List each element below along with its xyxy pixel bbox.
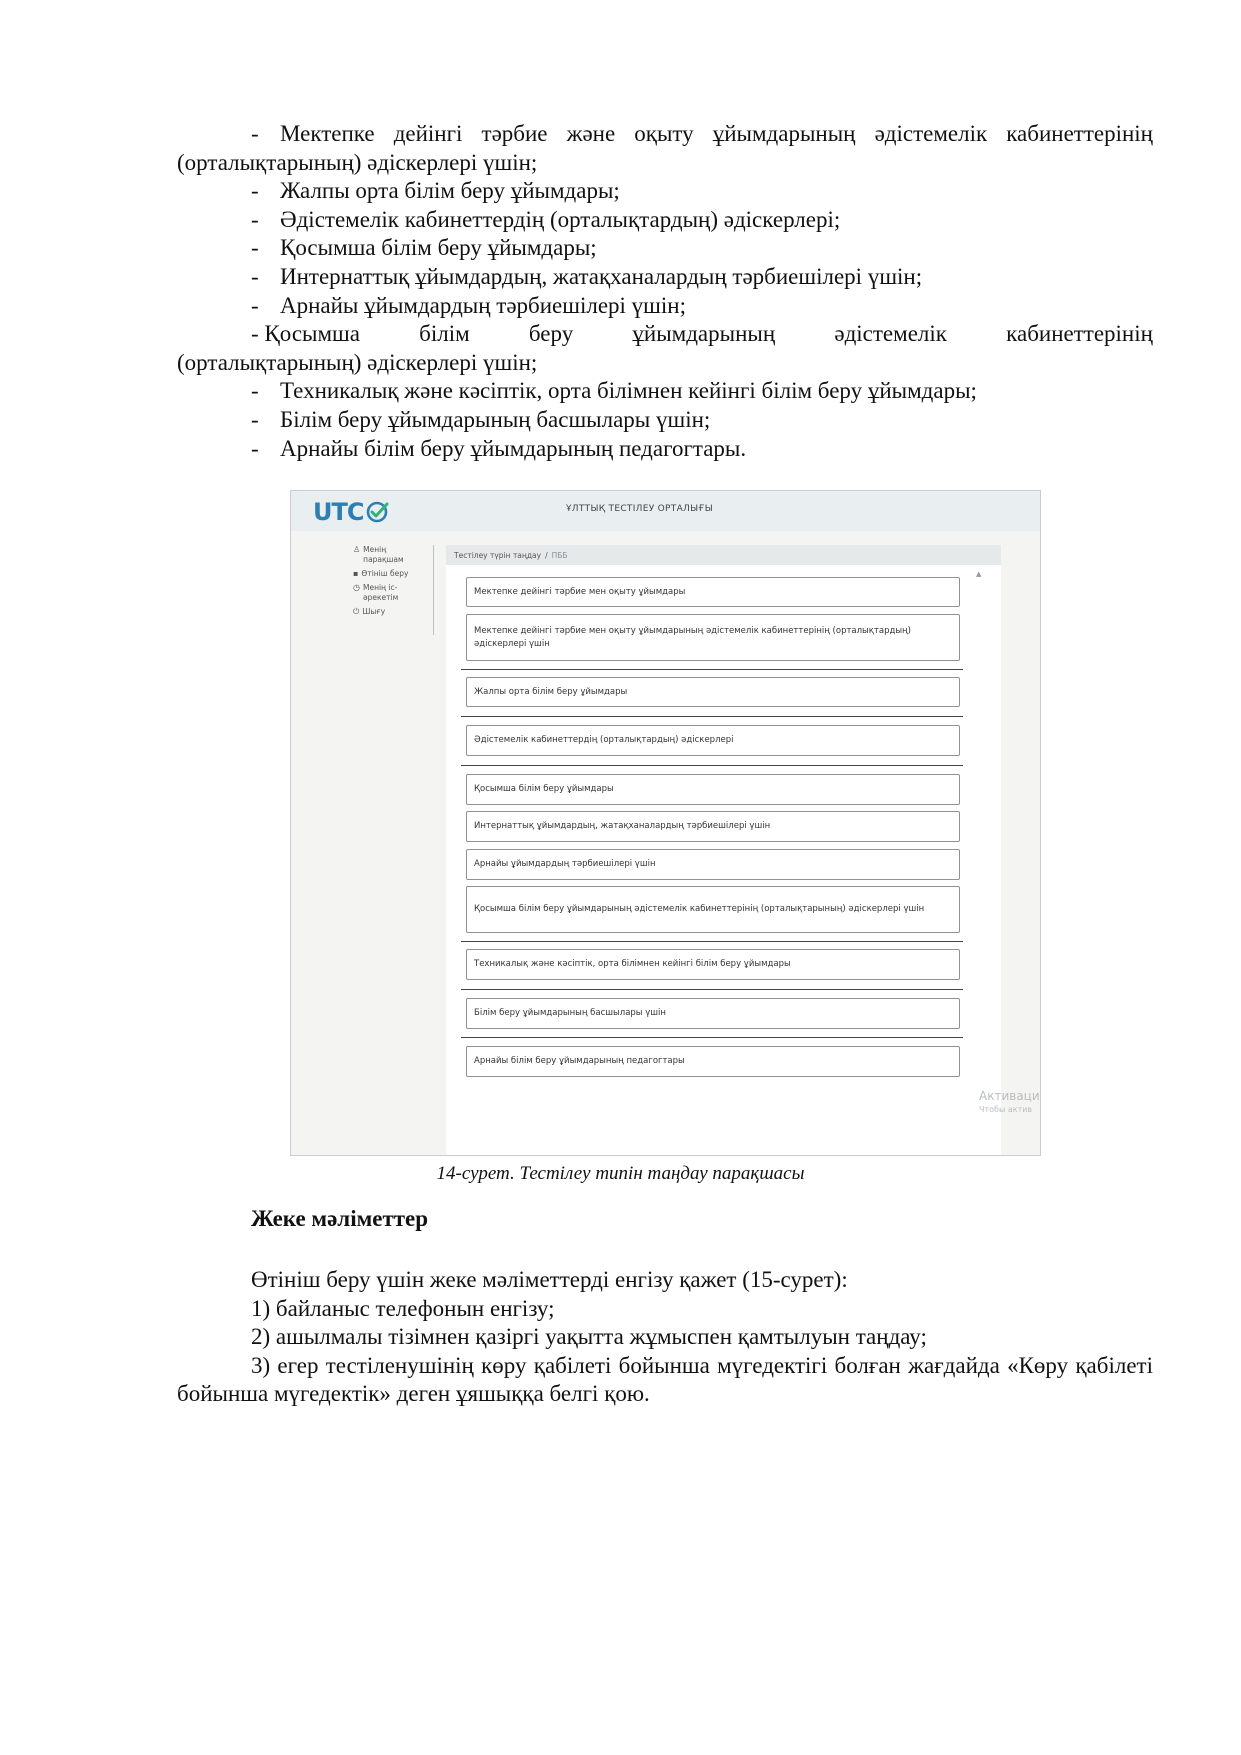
history-icon: ◷ bbox=[353, 583, 360, 592]
breadcrumb-current: ПББ bbox=[551, 550, 568, 560]
divider bbox=[461, 669, 963, 670]
list-item: - Әдістемелік кабинеттердің (орталықтардың) әдіскерлері; bbox=[251, 206, 841, 232]
power-icon: ⏻ bbox=[353, 607, 360, 616]
user-icon: ♙ bbox=[353, 545, 361, 554]
list-item: - Мектепке дейінгі тәрбие және оқыту ұйымдарының әдістемелік кабинеттерінің (орталықтарының) әдіскерлері үшін; bbox=[177, 121, 1153, 175]
step-item: 2) ашылмалы тізімнен қазіргі уақытта жұмыспен қамтылуын таңдау; bbox=[251, 1324, 927, 1350]
list-item: - Техникалық және кәсіптік, орта білімнен кейінгі білім беру ұйымдары; bbox=[251, 378, 977, 404]
option-button[interactable]: Жалпы орта білім беру ұйымдары bbox=[466, 677, 960, 707]
breadcrumb bbox=[446, 545, 1001, 565]
list-item: - Арнайы ұйымдардың тәрбиешілері үшін; bbox=[251, 292, 686, 318]
embedded-screenshot bbox=[290, 490, 1041, 1156]
instructions bbox=[177, 1266, 1153, 1409]
list-item: - Жалпы орта білім беру ұйымдары; bbox=[251, 178, 620, 204]
option-button[interactable]: Қосымша білім беру ұйымдары bbox=[466, 774, 960, 805]
option-button[interactable]: Қосымша білім беру ұйымдарының әдістемелік кабинеттерінің (орталықтарының) әдіскерлері үшін bbox=[466, 886, 960, 933]
os-activation-watermark: Активаци Чтобы актив bbox=[979, 1089, 1040, 1114]
site-logo[interactable]: UTC bbox=[313, 498, 389, 526]
option-button[interactable]: Техникалық және кәсіптік, орта білімнен кейінгі білім беру ұйымдары bbox=[466, 949, 960, 980]
option-button[interactable]: Арнайы ұйымдардың тәрбиешілері үшін bbox=[466, 849, 960, 880]
divider bbox=[461, 716, 963, 717]
list-item: - Қосымша білім беру ұйымдары; bbox=[251, 235, 597, 261]
option-button[interactable]: Мектепке дейінгі тәрбие мен оқыту ұйымдары bbox=[466, 577, 960, 607]
divider bbox=[461, 1037, 963, 1038]
list-item-justified: - Қосымша білім беру ұйымдарының әдістемелік кабинеттерінің bbox=[251, 321, 1153, 347]
requirements-list bbox=[177, 120, 1153, 463]
checkmark-logo-icon bbox=[365, 500, 389, 524]
scroll-up-icon[interactable]: ▲ bbox=[976, 570, 982, 578]
option-button[interactable]: Білім беру ұйымдарының басшылары үшін bbox=[466, 998, 960, 1029]
option-button[interactable]: Мектепке дейінгі тәрбие мен оқыту ұйымдарының әдістемелік кабинеттерінің (орталықтардың) әдіскерлері үшін bbox=[466, 614, 960, 661]
list-item: - Арнайы білім беру ұйымдарының педагогтары. bbox=[251, 435, 747, 461]
list-item: - Білім беру ұйымдарының басшылары үшін; bbox=[251, 406, 711, 432]
site-title: ҰЛТТЫҚ ТЕСТІЛЕУ ОРТАЛЫҒЫ bbox=[566, 504, 713, 514]
step-item: 3) егер тестіленушінің көру қабілеті бойынша мүгедектігі болған жағдайда «Көру қабілеті бойынша мүгедектік» деген ұяшыққа белгі қою. bbox=[177, 1352, 1153, 1407]
option-button[interactable]: Интернаттық ұйымдардың, жатақханалардың тәрбиешілері үшін bbox=[466, 811, 960, 842]
intro-paragraph: Өтініш беру үшін жеке мәліметтерді енгізу қажет (15-сурет): bbox=[251, 1267, 848, 1292]
document-icon: ▪ bbox=[353, 569, 359, 578]
section-heading: Жеке мәліметтер bbox=[251, 1206, 429, 1231]
option-button[interactable]: Арнайы білім беру ұйымдарының педагогтары bbox=[466, 1046, 960, 1077]
site-header bbox=[291, 491, 1040, 531]
figure-caption: 14-сурет. Тестілеу типін таңдау парақшасы bbox=[436, 1163, 805, 1184]
sidebar-item-profile[interactable]: ♙ Менің парақшам bbox=[353, 545, 404, 564]
sidebar-divider bbox=[433, 545, 434, 635]
sidebar-item-logout[interactable]: ⏻ Шығу bbox=[353, 607, 386, 616]
option-button[interactable]: Әдістемелік кабинеттердің (орталықтардың) әдіскерлері bbox=[466, 725, 960, 756]
list-item-continuation: (орталықтарының) әдіскерлері үшін; bbox=[177, 349, 538, 375]
step-item: 1) байланыс телефонын енгізу; bbox=[251, 1295, 555, 1321]
divider bbox=[461, 941, 963, 942]
sidebar bbox=[353, 545, 413, 621]
divider bbox=[461, 765, 963, 766]
list-item: - Интернаттық ұйымдардың, жатақханалардың тәрбиешілері үшін; bbox=[251, 263, 923, 289]
breadcrumb-root[interactable]: Тестілеу түрін таңдау bbox=[454, 550, 542, 560]
options-panel bbox=[446, 565, 1001, 1155]
divider bbox=[461, 989, 963, 990]
sidebar-item-history[interactable]: ◷ Менің іс-әрекетім bbox=[353, 583, 399, 602]
sidebar-item-apply[interactable]: ▪ Өтініш беру bbox=[353, 569, 409, 578]
breadcrumb-separator: / bbox=[545, 550, 548, 560]
